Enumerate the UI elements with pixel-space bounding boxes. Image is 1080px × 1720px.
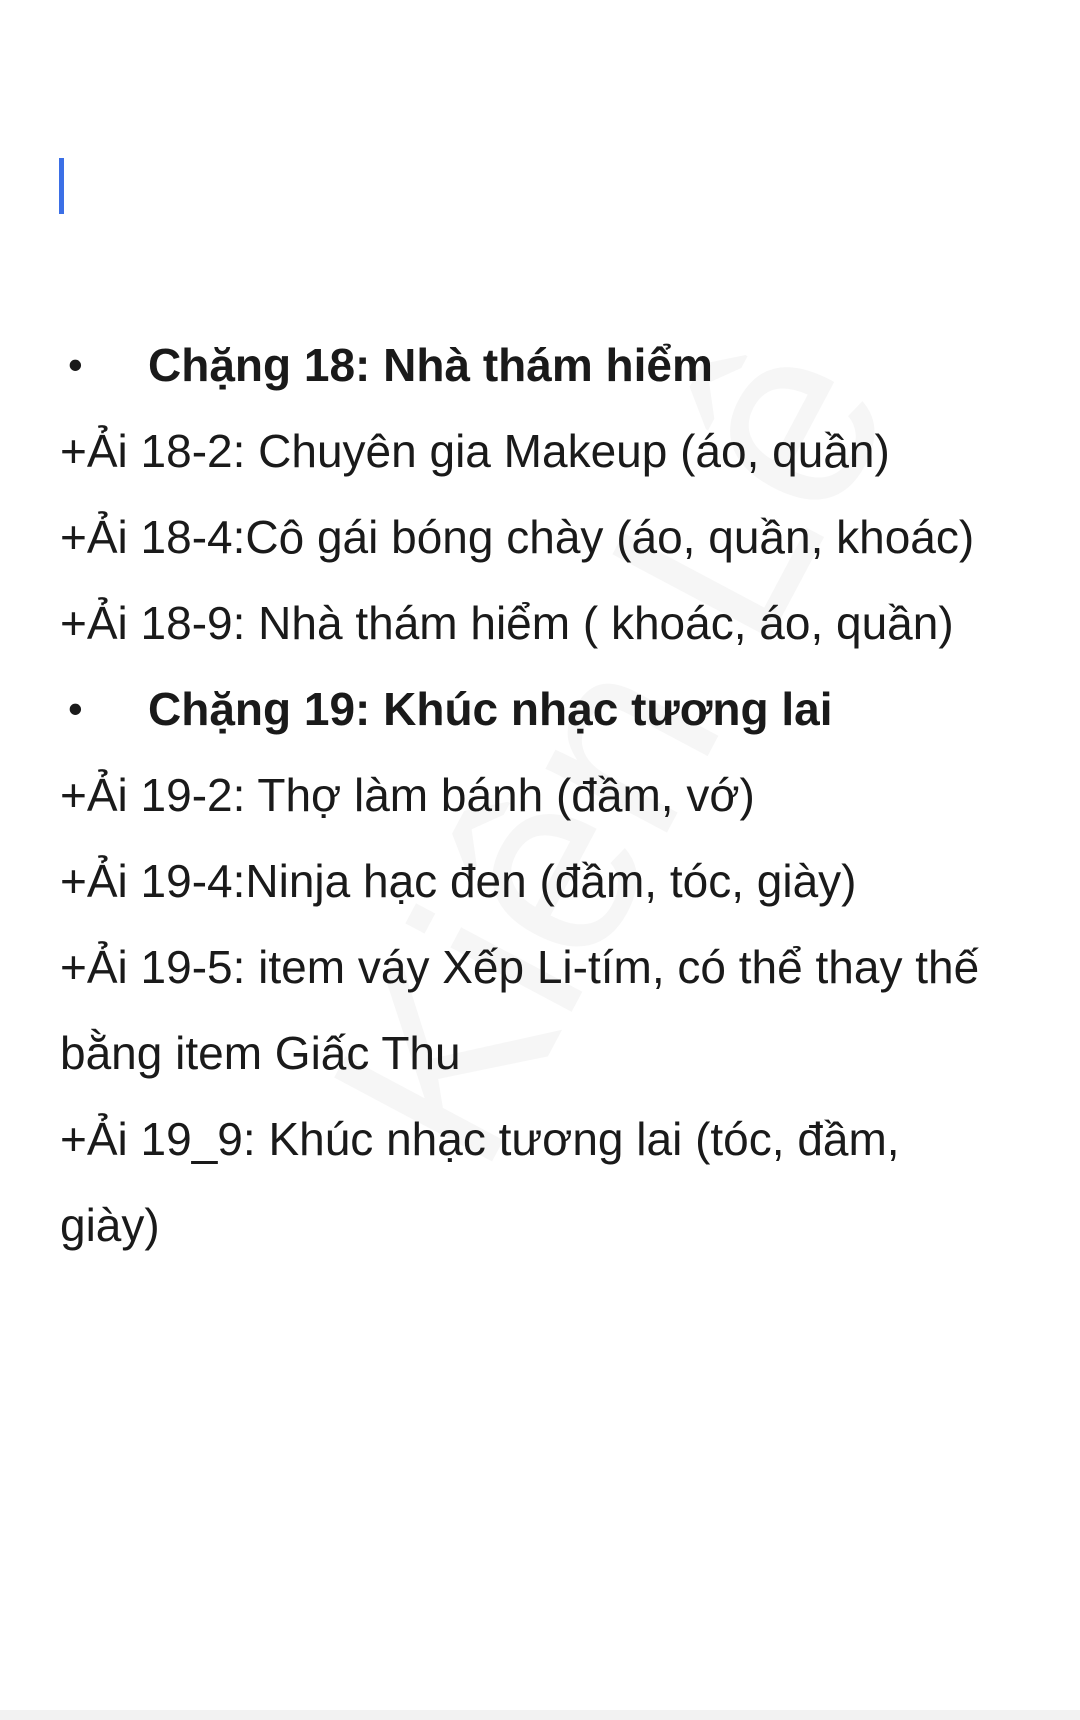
heading-text: Chặng 18: Nhà thám hiểm	[148, 339, 713, 391]
section-heading-19	[60, 666, 1020, 752]
list-item: +Ải 18-4:Cô gái bóng chày (áo, quần, khoác)	[60, 511, 975, 563]
bullet-icon: •	[68, 685, 83, 732]
document-body[interactable]	[60, 322, 1020, 1268]
list-item: giày)	[60, 1199, 160, 1251]
list-item: +Ải 19-5: item váy Xếp Li-tím, có thể thay thế	[60, 941, 980, 993]
heading-text: Chặng 19: Khúc nhạc tương lai	[148, 683, 833, 735]
list-item: +Ải 19_9: Khúc nhạc tương lai (tóc, đầm,	[60, 1113, 900, 1165]
text-cursor	[59, 158, 64, 214]
list-item: +Ải 18-9: Nhà thám hiểm ( khoác, áo, quần)	[60, 597, 954, 649]
list-item: bằng item Giấc Thu	[60, 1027, 461, 1079]
list-item: +Ải 19-4:Ninja hạc đen (đầm, tóc, giày)	[60, 855, 857, 907]
list-item: +Ải 19-2: Thợ làm bánh (đầm, vớ)	[60, 769, 755, 821]
section-heading-18	[60, 322, 1020, 408]
list-item: +Ải 18-2: Chuyên gia Makeup (áo, quần)	[60, 425, 890, 477]
bottom-bar	[0, 1710, 1080, 1720]
bullet-icon: •	[68, 341, 83, 388]
